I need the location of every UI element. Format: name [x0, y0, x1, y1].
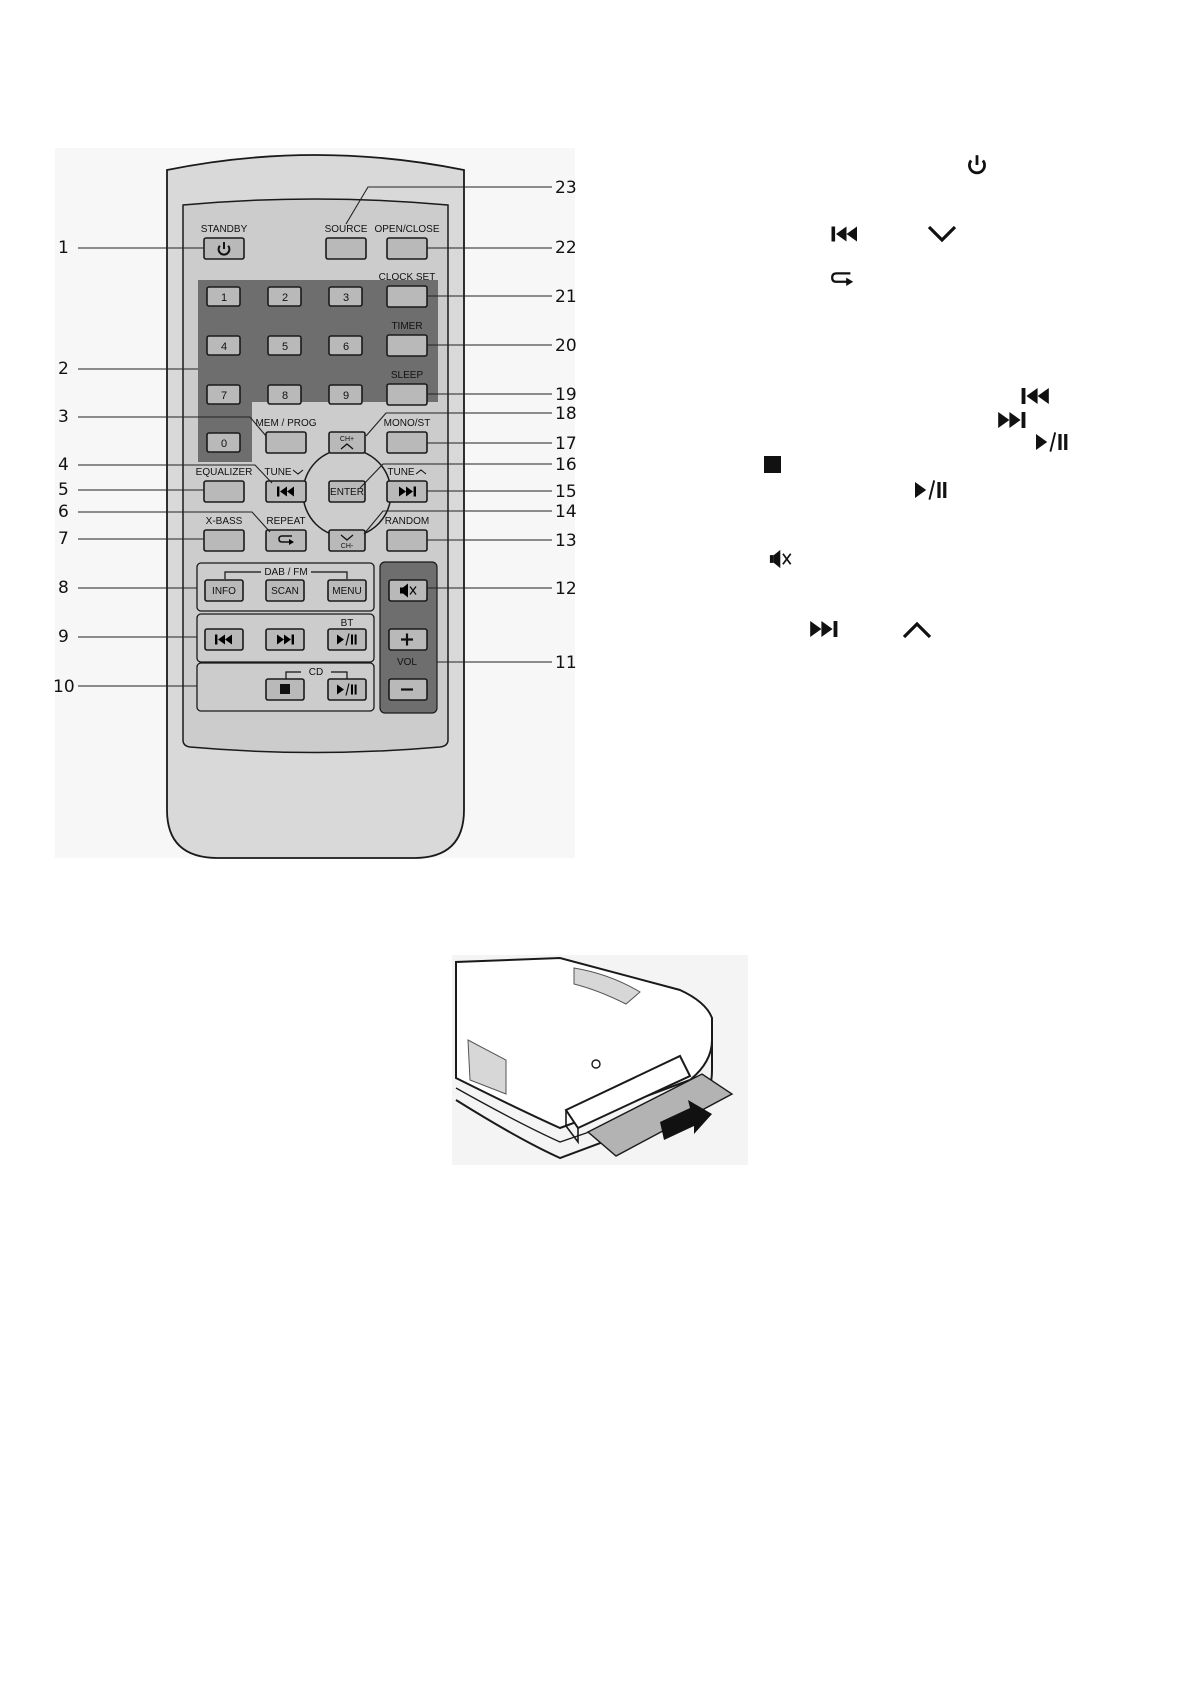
skip-next-icon: [810, 621, 837, 637]
callout-2: 2: [58, 359, 69, 379]
enter-label: ENTER: [330, 487, 364, 498]
digit-3-label: 3: [342, 292, 350, 304]
standby-label: STANDBY: [200, 224, 248, 235]
bt-label: BT: [340, 618, 354, 629]
open-close-label: OPEN/CLOSE: [374, 224, 440, 235]
sleep-button[interactable]: [387, 384, 427, 405]
digit-6-label: 6: [342, 341, 350, 353]
timer-button[interactable]: [387, 335, 427, 356]
callout-11: 11: [555, 653, 577, 673]
power-icon: [969, 155, 984, 173]
scan-label: SCAN: [271, 586, 299, 597]
callout-22: 22: [555, 238, 577, 258]
info-label: INFO: [212, 586, 236, 597]
mem-prog-button[interactable]: [266, 432, 306, 453]
x-bass-button[interactable]: [204, 530, 244, 551]
skip-next-icon: [998, 412, 1025, 428]
ch-minus-label: CH-: [340, 543, 354, 550]
digit-8-label: 8: [281, 390, 289, 402]
x-bass-label: X-BASS: [205, 516, 243, 527]
random-button[interactable]: [387, 530, 427, 551]
equalizer-button[interactable]: [204, 481, 244, 502]
repeat-icon: [832, 273, 853, 286]
callout-7: 7: [58, 529, 69, 549]
callout-21: 21: [555, 287, 577, 307]
digit-9-label: 9: [342, 390, 350, 402]
dab-fm-label: DAB / FM: [264, 567, 308, 578]
source-button[interactable]: [326, 238, 366, 259]
timer-label: TIMER: [391, 321, 423, 332]
callout-16: 16: [555, 455, 577, 475]
battery-tab-illustration: [452, 955, 748, 1165]
callout-6: 6: [58, 502, 69, 522]
clock-set-label: CLOCK SET: [378, 272, 436, 283]
mono-st-button[interactable]: [387, 432, 427, 453]
cd-label: CD: [308, 667, 324, 678]
callout-10: 10: [53, 677, 75, 697]
callout-8: 8: [58, 578, 69, 598]
callout-4: 4: [58, 455, 69, 475]
callout-3: 3: [58, 407, 69, 427]
repeat-label: REPEAT: [266, 516, 306, 527]
callout-14: 14: [555, 502, 577, 522]
stop-icon: [764, 456, 781, 473]
clock-set-button[interactable]: [387, 286, 427, 307]
callout-9: 9: [58, 627, 69, 647]
digit-1-label: 1: [220, 292, 228, 304]
callout-5: 5: [58, 480, 69, 500]
skip-previous-icon: [832, 227, 858, 242]
chevron-up-icon: [904, 624, 930, 637]
vol-label: VOL: [396, 657, 418, 668]
skip-previous-icon: [1022, 388, 1049, 404]
digit-2-label: 2: [281, 292, 289, 304]
digit-7-label: 7: [220, 390, 228, 402]
callout-17: 17: [555, 434, 577, 454]
callout-13: 13: [555, 531, 577, 551]
digit-4-label: 4: [220, 341, 228, 353]
callout-15: 15: [555, 482, 577, 502]
callout-1: 1: [58, 238, 69, 258]
callout-12: 12: [555, 579, 577, 599]
source-label: SOURCE: [324, 224, 368, 235]
open-close-button[interactable]: [387, 238, 427, 259]
stop-icon: [280, 684, 290, 694]
callout-20: 20: [555, 336, 577, 356]
callout-23: 23: [555, 178, 577, 198]
tune-down-label: TUNE: [264, 467, 292, 478]
digit-0-label: 0: [220, 438, 228, 450]
random-label: RANDOM: [384, 516, 430, 527]
ch-plus-label: CH+: [339, 436, 355, 443]
mem-prog-label: MEM / PROG: [255, 418, 317, 429]
legend-symbols: [764, 155, 1067, 637]
callout-19: 19: [555, 385, 577, 405]
mono-st-label: MONO/ST: [383, 418, 431, 429]
repeat-button[interactable]: [266, 530, 306, 551]
equalizer-label: EQUALIZER: [195, 467, 253, 478]
callout-18: 18: [555, 404, 577, 424]
menu-label: MENU: [332, 586, 362, 597]
tune-up-label: TUNE: [387, 467, 415, 478]
play-pause-icon: [1036, 432, 1067, 451]
mute-icon: [770, 550, 791, 568]
play-pause-icon: [915, 480, 946, 499]
sleep-label: SLEEP: [390, 370, 424, 381]
digit-5-label: 5: [281, 341, 289, 353]
chevron-down-icon: [929, 227, 955, 240]
